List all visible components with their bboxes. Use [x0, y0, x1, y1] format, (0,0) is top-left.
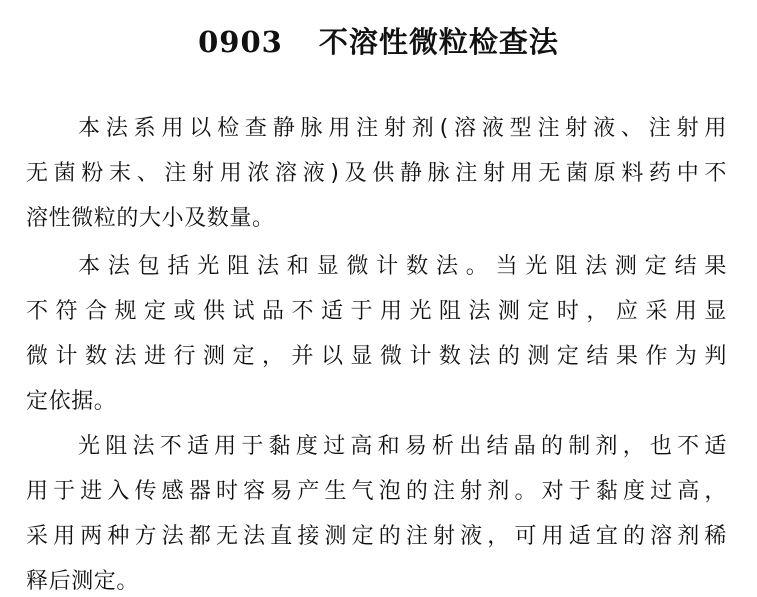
page-title [0, 22, 757, 62]
paragraph-line: 本法包括光阻法和显微计数法。当光阻法测定结果 [78, 254, 727, 279]
paragraph-line: 无菌粉末、注射用浓溶液)及供静脉注射用无菌原料药中不 [26, 161, 727, 186]
paragraph-line: 释后测定。 [26, 569, 140, 594]
paragraph-line: 微计数法进行测定，并以显微计数法的测定结果作为判 [26, 344, 727, 369]
paragraph-line: 本法系用以检查静脉用注射剂(溶液型注射液、注射用 [78, 116, 727, 141]
paragraph-line: 用于进入传感器时容易产生气泡的注射剂。对于黏度过高， [26, 479, 727, 504]
paragraph-line: 采用两种方法都无法直接测定的注射液，可用适宜的溶剂稀 [26, 524, 727, 549]
paragraph-line: 不符合规定或供试品不适于用光阻法测定时，应采用显 [26, 299, 727, 324]
paragraph-line: 溶性微粒的大小及数量。 [26, 206, 275, 231]
title-text: 不溶性微粒检查法 [318, 25, 559, 59]
title-number: 0903 [198, 25, 283, 59]
paragraph-line: 光阻法不适用于黏度过高和易析出结晶的制剂，也不适 [78, 434, 727, 459]
paragraph-line: 定依据。 [26, 389, 117, 414]
